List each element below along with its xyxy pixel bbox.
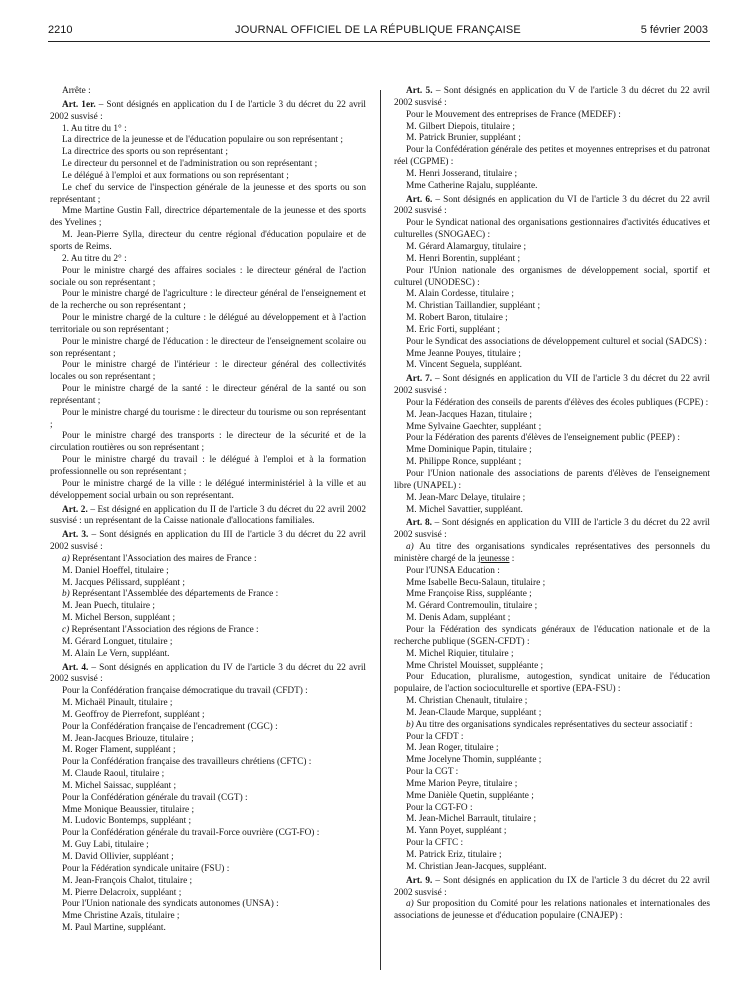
organisation: Pour le Mouvement des entreprises de France (MEDEF) : [406,109,621,120]
article-2 [50,505,366,529]
paragraph: 1. Au titre du 1° : [62,123,127,134]
arrete-line: Arrête : [62,86,91,96]
list-item: Mme Catherine Rajalu, suppléante. [406,180,538,191]
list-item: La directrice de la jeunesse et de l'éducation populaire ou son représentant ; [62,135,343,146]
list-item: M. Gérard Contremoulin, titulaire ; [406,601,538,612]
article-text: – Sont désignés en application du VI de l'article 3 du décret du 22 avril 2002 susvisé : [394,194,710,217]
left-column [50,86,366,935]
list-item: Mme Jeanne Pouyes, titulaire ; [406,348,521,359]
article-heading: Art. 1er. [62,99,96,110]
list-item: M. Jean-Jacques Briouze, titulaire ; [62,733,194,744]
article-text: – Sont désignés en application du I de l'article 3 du décret du 22 avril 2002 susvisé : [50,99,366,122]
list-item: M. Gilbert Diepois, titulaire ; [406,121,515,132]
issue-date: 5 février 2003 [640,24,708,36]
subsection-b [394,720,710,732]
article-heading: Art. 2. [62,504,88,515]
list-item: Pour le ministre chargé des affaires sociales : le directeur général de l'action sociale ou son représentant ; [50,265,366,288]
subsection-a [394,899,710,923]
organisation: Pour la Confédération française démocratique du travail (CFDT) : [62,686,308,697]
organisation: Pour le Syndicat national des organisations gestionnaires d'activités éducatives et culturelles (SNOGAEC) : [394,218,710,241]
list-item: M. Paul Martine, suppléant. [62,923,166,934]
list-item: M. Jean-Pierre Sylla, directeur du centre régional d'éducation populaire et de sports de Reims. [50,230,366,252]
list-item: Pour le ministre chargé des transports : le directeur de la sécurité et de la circulation routières ou son représentant ; [50,431,366,454]
subsection-emphasis: jeunesse [477,553,510,564]
article-text: – Sont désignés en application du VIII de l'article 3 du décret du 22 avril 2002 susvisé : [394,518,710,541]
organisation: Pour Education, pluralisme, autogestion, syndicat unitaire de l'éducation populaire, de l'action socioculturelle et sportive (EPA-FSU) : [394,672,710,695]
list-item: M. Guy Labi, titulaire ; [62,840,149,851]
organisation: Pour l'UNSA Education : [406,565,500,576]
subsection-letter: b) [62,589,70,600]
list-item: M. Robert Baron, titulaire ; [406,313,508,324]
list-item: Mme Dominique Papin, titulaire ; [406,445,532,456]
article-4 [50,663,366,687]
list-item: M. Christian Taillandier, suppléant ; [406,301,541,312]
list-item: Pour le ministre chargé de l'éducation : le directeur de l'enseignement scolaire ou son représentant ; [50,336,366,359]
list-item: M. Roger Flament, suppléant ; [62,745,176,756]
list-item: M. Henri Josserand, titulaire ; [406,168,518,179]
list-item: Mme Sylvaine Gaechter, suppléant ; [406,421,542,432]
article-heading: Art. 5. [406,86,433,96]
list-item: Le délégué à l'emploi et aux formations ou son représentant ; [62,170,289,181]
organisation: Pour la CFTC : [406,838,464,849]
list-item: Pour le ministre chargé de la santé : le directeur général de la santé ou son représentant ; [50,384,366,406]
list-item: M. Geoffroy de Pierrefont, suppléant ; [62,709,205,720]
list-item: M. Patrick Eriz, titulaire ; [406,850,502,860]
subsection-text: Sur proposition du Comité pour les relations nationales et internationales des associations de jeunesse et d'éducation populaire (CNAJEP) : [394,899,710,922]
list-item: M. Pierre Delacroix, suppléant ; [62,887,182,898]
list-item: Pour le ministre chargé de l'intérieur : le directeur général des collectivités locales ou son représentant ; [50,360,366,383]
article-heading: Art. 7. [406,374,433,385]
subsection-b [50,589,366,601]
list-item: M. Jean Puech, titulaire ; [62,601,155,612]
subsection-letter: b) [406,719,414,730]
list-item: Mme Isabelle Becu-Salaun, titulaire ; [406,577,546,588]
article-5 [394,86,710,110]
organisation: Pour l'Union nationale des syndicats autonomes (UNSA) : [62,899,279,910]
article-heading: Art. 4. [62,662,89,673]
list-item: M. Philippe Ronce, suppléant ; [406,457,522,468]
list-item: M. Jean-Claude Marque, suppléant ; [406,707,542,718]
list-item: Pour le ministre chargé du travail : le délégué à l'emploi et à la formation professionnelle ou son représentant ; [50,455,366,477]
list-item: M. Jean-Jacques Hazan, titulaire ; [406,409,532,420]
article-7 [394,374,710,398]
subsection-text: Représentant l'Assemblée des départements de France : [69,589,279,600]
list-item: M. Denis Adam, suppléant ; [406,613,511,624]
list-item: M. Henri Borentin, suppléant ; [406,253,521,264]
subsection-a [50,554,366,566]
list-item: Le directeur du personnel et de l'administration ou son représentant ; [62,159,318,170]
subsection-text: Représentant l'Association des régions de France : [69,624,259,635]
list-item: M. Gérard Longuet, titulaire ; [62,636,173,647]
article-heading: Art. 9. [406,875,433,886]
list-item: M. Gérard Alamarguy, titulaire ; [406,241,527,252]
list-item: M. Michel Riquier, titulaire ; [406,648,514,659]
list-item: M. Michel Saissac, suppléant ; [62,780,177,791]
list-item: Mme Martine Gustin Fall, directrice départementale de la jeunesse et des sports des Yvelines ; [50,206,366,229]
subsection-c [50,625,366,637]
list-item: Mme Christine Azaïs, titulaire ; [62,911,180,922]
organisation: Pour la CFDT : [406,731,464,742]
article-heading: Art. 6. [406,194,433,205]
list-item: Mme Marion Peyre, titulaire ; [406,778,518,789]
organisation: Pour la Confédération générale du travail-Force ouvrière (CGT-FO) : [62,828,320,839]
list-item: Mme Françoise Riss, suppléante ; [406,589,532,600]
organisation: Pour la Fédération des conseils de parents d'élèves des écoles publiques (FCPE) : [406,397,709,408]
subsection-text: Au titre des organisations syndicales représentatives des personnels du ministère chargé de la [394,542,710,564]
list-item: M. Vincent Seguela, suppléant. [406,360,522,371]
article-text: – Sont désignés en application du III de l'article 3 du décret du 22 avril 2002 susvisé : [50,530,366,553]
subsection-letter: a) [406,899,414,910]
organisation: Pour l'Union nationale des associations de parents d'élèves de l'enseignement libre (UNAPEL) : [394,469,710,491]
organisation: Pour la CGT-FO : [406,802,473,813]
list-item: M. Jean-François Chalot, titulaire ; [62,875,193,886]
list-item: M. Jean-Michel Barrault, titulaire ; [406,814,537,825]
list-item: Pour le ministre chargé de la ville : le délégué interministériel à la ville et au développement social urbain ou son représentant. [50,478,366,501]
organisation: Pour la Confédération française de l'encadrement (CGC) : [62,721,278,732]
article-text: – Sont désignés en application du VII de l'article 3 du décret du 22 avril 2002 susvisé : [394,374,711,397]
list-item: M. Ludovic Bontemps, suppléant ; [62,816,192,827]
article-text: – Sont désignés en application du V de l'article 3 du décret du 22 avril 2002 susvisé : [394,86,710,108]
list-item: Pour le ministre chargé du tourisme : le directeur du tourisme ou son représentant ; [50,407,366,430]
list-item: M. Christian Jean-Jacques, suppléant. [406,861,547,872]
list-item: M. Michel Savattier, suppléant. [406,504,523,515]
article-heading: Art. 8. [406,518,432,529]
article-heading: Art. 3. [62,530,89,541]
list-item: M. Alain Cordesse, titulaire ; [406,289,514,300]
subsection-letter: a) [406,542,414,553]
subsection-letter: a) [62,553,70,564]
article-text: – Sont désignés en application du IV de l'article 3 du décret du 22 avril 2002 susvisé : [50,662,366,685]
article-text: – Sont désignés en application du IX de l'article 3 du décret du 22 avril 2002 susvisé : [394,875,711,898]
page-number: 2210 [48,24,73,36]
list-item: Le chef du service de l'inspection générale de la jeunesse et des sports ou son représentant ; [50,182,366,205]
list-item: M. David Ollivier, suppléant ; [62,852,174,862]
list-item: M. Jean Roger, titulaire ; [406,743,499,754]
subsection-end: : [509,553,515,564]
organisation: Pour la Confédération générale du travail (CGT) : [62,792,248,803]
column-divider [380,90,381,970]
list-item: Mme Christel Mouisset, suppléante ; [406,660,544,671]
subsection-text: Au titre des organisations syndicales représentatives du secteur associatif : [413,719,693,730]
article-6 [394,195,710,219]
list-item: M. Michel Berson, suppléant ; [62,613,176,624]
article-text: – Est désigné en application du II de l'article 3 du décret du 22 avril 2002 susvisé : un représentant de la Caisse nationale d'allocations familiales. [50,504,366,527]
organisation: Pour la CGT : [406,767,459,778]
article-8 [394,518,710,542]
list-item: M. Yann Poyet, suppléant ; [406,826,507,837]
list-item: M. Eric Forti, suppléant ; [406,324,500,335]
journal-title: JOURNAL OFFICIEL DE LA RÉPUBLIQUE FRANÇAISE [235,24,521,36]
list-item: Mme Jocelyne Thomin, suppléante ; [406,755,542,766]
page-header [48,24,708,40]
paragraph: 2. Au titre du 2° : [62,253,127,264]
list-item: Mme Danièle Quetin, suppléante ; [406,790,534,801]
subsection-text: Représentant l'Association des maires de France : [69,553,257,564]
list-item: La directrice des sports ou son représentant ; [62,147,228,158]
list-item: M. Claude Raoul, titulaire ; [62,769,165,780]
right-column [394,86,710,923]
article-9 [394,876,710,900]
header-rule [48,41,710,42]
organisation: Pour la Fédération des syndicats généraux de l'éducation nationale et de la recherche publique (SGEN-CFDT) : [394,624,710,647]
list-item: M. Alain Le Vern, suppléant. [62,648,170,659]
list-item: M. Michaël Pinault, titulaire ; [62,698,173,709]
article-1 [50,100,366,124]
list-item: M. Jean-Marc Delaye, titulaire ; [406,492,526,503]
organisation: Pour le Syndicat des associations de développement culturel et social (SADCS) : [406,336,707,347]
organisation: Pour la Fédération syndicale unitaire (FSU) : [62,863,230,874]
list-item: Mme Monique Beaussier, titulaire ; [62,804,195,815]
list-item: M. Christian Chenault, titulaire ; [406,696,528,707]
subsection-a [394,542,710,566]
list-item: M. Daniel Hoeffel, titulaire ; [62,565,169,576]
article-3 [50,530,366,554]
organisation: Pour la Fédération des parents d'élèves de l'enseignement public (PEEP) : [406,433,680,444]
list-item: Pour le ministre chargé de la culture : le délégué au développement et à l'action territoriale ou son représentant ; [50,313,366,335]
list-item: Pour le ministre chargé de l'agriculture : le directeur général de l'enseignement et de la recherche ou son représentant ; [50,289,366,312]
list-item: M. Patrick Brunier, suppléant ; [406,133,521,144]
list-item: M. Jacques Pélissard, suppléant ; [62,577,185,588]
organisation: Pour l'Union nationale des organismes de développement social, sportif et culturel (UNODESC) : [394,265,710,288]
organisation: Pour la Confédération française des travailleurs chrétiens (CFTC) : [62,757,312,768]
organisation: Pour la Confédération générale des petites et moyennes entreprises et du patronat réel (CGPME) : [394,145,710,168]
subsection-letter: c) [62,624,70,635]
